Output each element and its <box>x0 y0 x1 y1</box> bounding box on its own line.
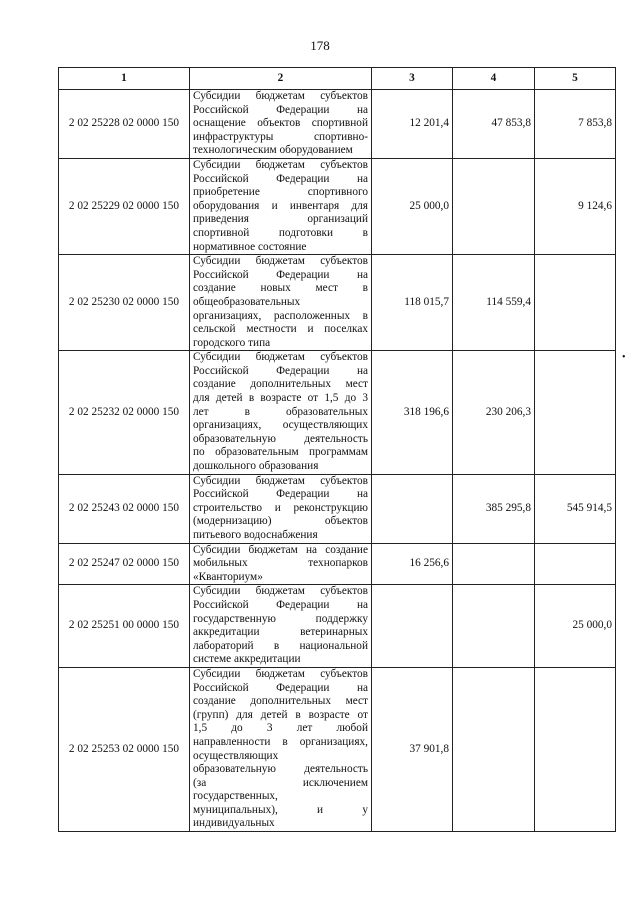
description-line: оснащение объектов спортивной <box>193 117 368 130</box>
description-line: «Кванториум» <box>193 570 263 583</box>
description-line: Российской Федерации на <box>193 598 368 611</box>
budget-code-cell: 2 02 25229 02 0000 150 <box>59 158 190 254</box>
description-line: городского типа <box>193 336 271 349</box>
description-cell <box>190 585 372 668</box>
column-header-2: 2 <box>190 68 372 90</box>
description-line: образовательную деятельность <box>193 432 368 445</box>
description-line: муниципальных), и у <box>193 803 368 816</box>
table-row <box>59 667 616 831</box>
amount-cell-5: 9 124,6 <box>535 158 616 254</box>
table-row <box>59 585 616 668</box>
description-line: технологическим оборудованием <box>193 144 353 157</box>
description-line: государственную поддержку <box>193 612 368 625</box>
budget-table <box>58 67 616 832</box>
description-line: оборудования и инвентаря для <box>193 199 368 212</box>
description-line: Субсидии бюджетам субъектов <box>193 585 368 598</box>
table-row <box>59 90 616 159</box>
description-line: Субсидии бюджетам субъектов <box>193 474 368 487</box>
amount-cell-4 <box>453 585 535 668</box>
description-line: Субсидии бюджетам субъектов <box>193 255 368 268</box>
description-line: дошкольного образования <box>193 460 319 473</box>
amount-cell-5: 545 914,5 <box>535 474 616 543</box>
description-line: нормативное состояние <box>193 240 307 253</box>
amount-cell-3: 25 000,0 <box>372 158 453 254</box>
description-line: строительство и реконструкцию <box>193 501 368 514</box>
column-header-5: 5 <box>535 68 616 90</box>
description-line: системе аккредитации <box>193 653 301 666</box>
column-header-1: 1 <box>59 68 190 90</box>
description-line: 1,5 до 3 лет любой <box>193 722 368 735</box>
page-number: 178 <box>310 38 330 53</box>
description-line: организациях, расположенных в <box>193 309 368 322</box>
amount-cell-3 <box>372 474 453 543</box>
table-row <box>59 351 616 474</box>
amount-cell-4 <box>453 543 535 585</box>
description-line: Субсидии бюджетам субъектов <box>193 667 368 680</box>
table-header-row <box>59 68 616 90</box>
description-line: (модернизацию) объектов <box>193 515 368 528</box>
description-line: приобретение спортивного <box>193 186 368 199</box>
description-line: мобильных технопарков <box>193 557 368 570</box>
description-line: индивидуальных <box>193 817 275 830</box>
description-line: общеобразовательных <box>193 295 301 308</box>
amount-cell-3: 118 015,7 <box>372 255 453 351</box>
description-cell <box>190 474 372 543</box>
description-line: сельской местности и поселках <box>193 323 368 336</box>
description-line: Российской Федерации на <box>193 488 368 501</box>
amount-cell-3: 318 196,6 <box>372 351 453 474</box>
description-line: Российской Федерации на <box>193 268 368 281</box>
description-line: приведения организаций <box>193 213 368 226</box>
description-line: создание дополнительных мест <box>193 695 368 708</box>
budget-code-cell: 2 02 25230 02 0000 150 <box>59 255 190 351</box>
description-cell <box>190 158 372 254</box>
description-line: лет в образовательных <box>193 405 368 418</box>
amount-cell-5: 25 000,0 <box>535 585 616 668</box>
description-line: образовательную деятельность <box>193 763 368 776</box>
budget-code-cell: 2 02 25228 02 0000 150 <box>59 90 190 159</box>
description-line: Российской Федерации на <box>193 681 368 694</box>
amount-cell-4: 230 206,3 <box>453 351 535 474</box>
budget-code-cell: 2 02 25232 02 0000 150 <box>59 351 190 474</box>
description-line: Субсидии бюджетам субъектов <box>193 90 368 102</box>
description-line: направленности в организациях, <box>193 735 368 748</box>
description-line: Субсидии бюджетам субъектов <box>193 158 368 171</box>
column-header-4: 4 <box>453 68 535 90</box>
description-line: для детей в возрасте от 1,5 до 3 <box>193 392 368 405</box>
description-line: Российской Федерации на <box>193 364 368 377</box>
amount-cell-3: 16 256,6 <box>372 543 453 585</box>
description-line: (за исключением <box>193 776 368 789</box>
column-header-3: 3 <box>372 68 453 90</box>
amount-cell-3: 37 901,8 <box>372 667 453 831</box>
amount-cell-3 <box>372 585 453 668</box>
description-line: (групп) для детей в возрасте от <box>193 708 368 721</box>
amount-cell-4: 385 295,8 <box>453 474 535 543</box>
description-cell <box>190 351 372 474</box>
table-row <box>59 255 616 351</box>
description-line: спортивной подготовки в <box>193 226 368 239</box>
description-line: создание новых мест в <box>193 282 368 295</box>
description-line: Субсидии бюджетам субъектов <box>193 351 368 364</box>
table-row <box>59 543 616 585</box>
description-line: государственных, <box>193 790 278 803</box>
description-cell <box>190 543 372 585</box>
amount-cell-5: 7 853,8 <box>535 90 616 159</box>
amount-cell-4 <box>453 667 535 831</box>
table-row <box>59 474 616 543</box>
budget-code-cell: 2 02 25243 02 0000 150 <box>59 474 190 543</box>
description-line: аккредитации ветеринарных <box>193 626 368 639</box>
description-line: лабораторий в национальной <box>193 639 368 652</box>
description-cell <box>190 255 372 351</box>
budget-code-cell: 2 02 25253 02 0000 150 <box>59 667 190 831</box>
budget-code-cell: 2 02 25251 00 0000 150 <box>59 585 190 668</box>
amount-cell-3: 12 201,4 <box>372 90 453 159</box>
description-line: инфраструктуры спортивно- <box>193 130 368 143</box>
amount-cell-5 <box>535 351 616 474</box>
description-line: Субсидии бюджетам на создание <box>193 543 368 556</box>
margin-dot-mark: • <box>622 352 626 363</box>
amount-cell-5 <box>535 667 616 831</box>
amount-cell-5 <box>535 255 616 351</box>
description-cell <box>190 667 372 831</box>
amount-cell-4 <box>453 158 535 254</box>
description-line: организациях, осуществляющих <box>193 419 368 432</box>
description-line: создание дополнительных мест <box>193 378 368 391</box>
description-line: Российской Федерации на <box>193 172 368 185</box>
description-cell <box>190 90 372 159</box>
description-line: по образовательным программам <box>193 446 368 459</box>
budget-code-cell: 2 02 25247 02 0000 150 <box>59 543 190 585</box>
description-line: питьевого водоснабжения <box>193 529 318 541</box>
description-line: осуществляющих <box>193 749 279 762</box>
amount-cell-5 <box>535 543 616 585</box>
amount-cell-4: 47 853,8 <box>453 90 535 159</box>
amount-cell-4: 114 559,4 <box>453 255 535 351</box>
table-row <box>59 158 616 254</box>
description-line: Российской Федерации на <box>193 103 368 116</box>
